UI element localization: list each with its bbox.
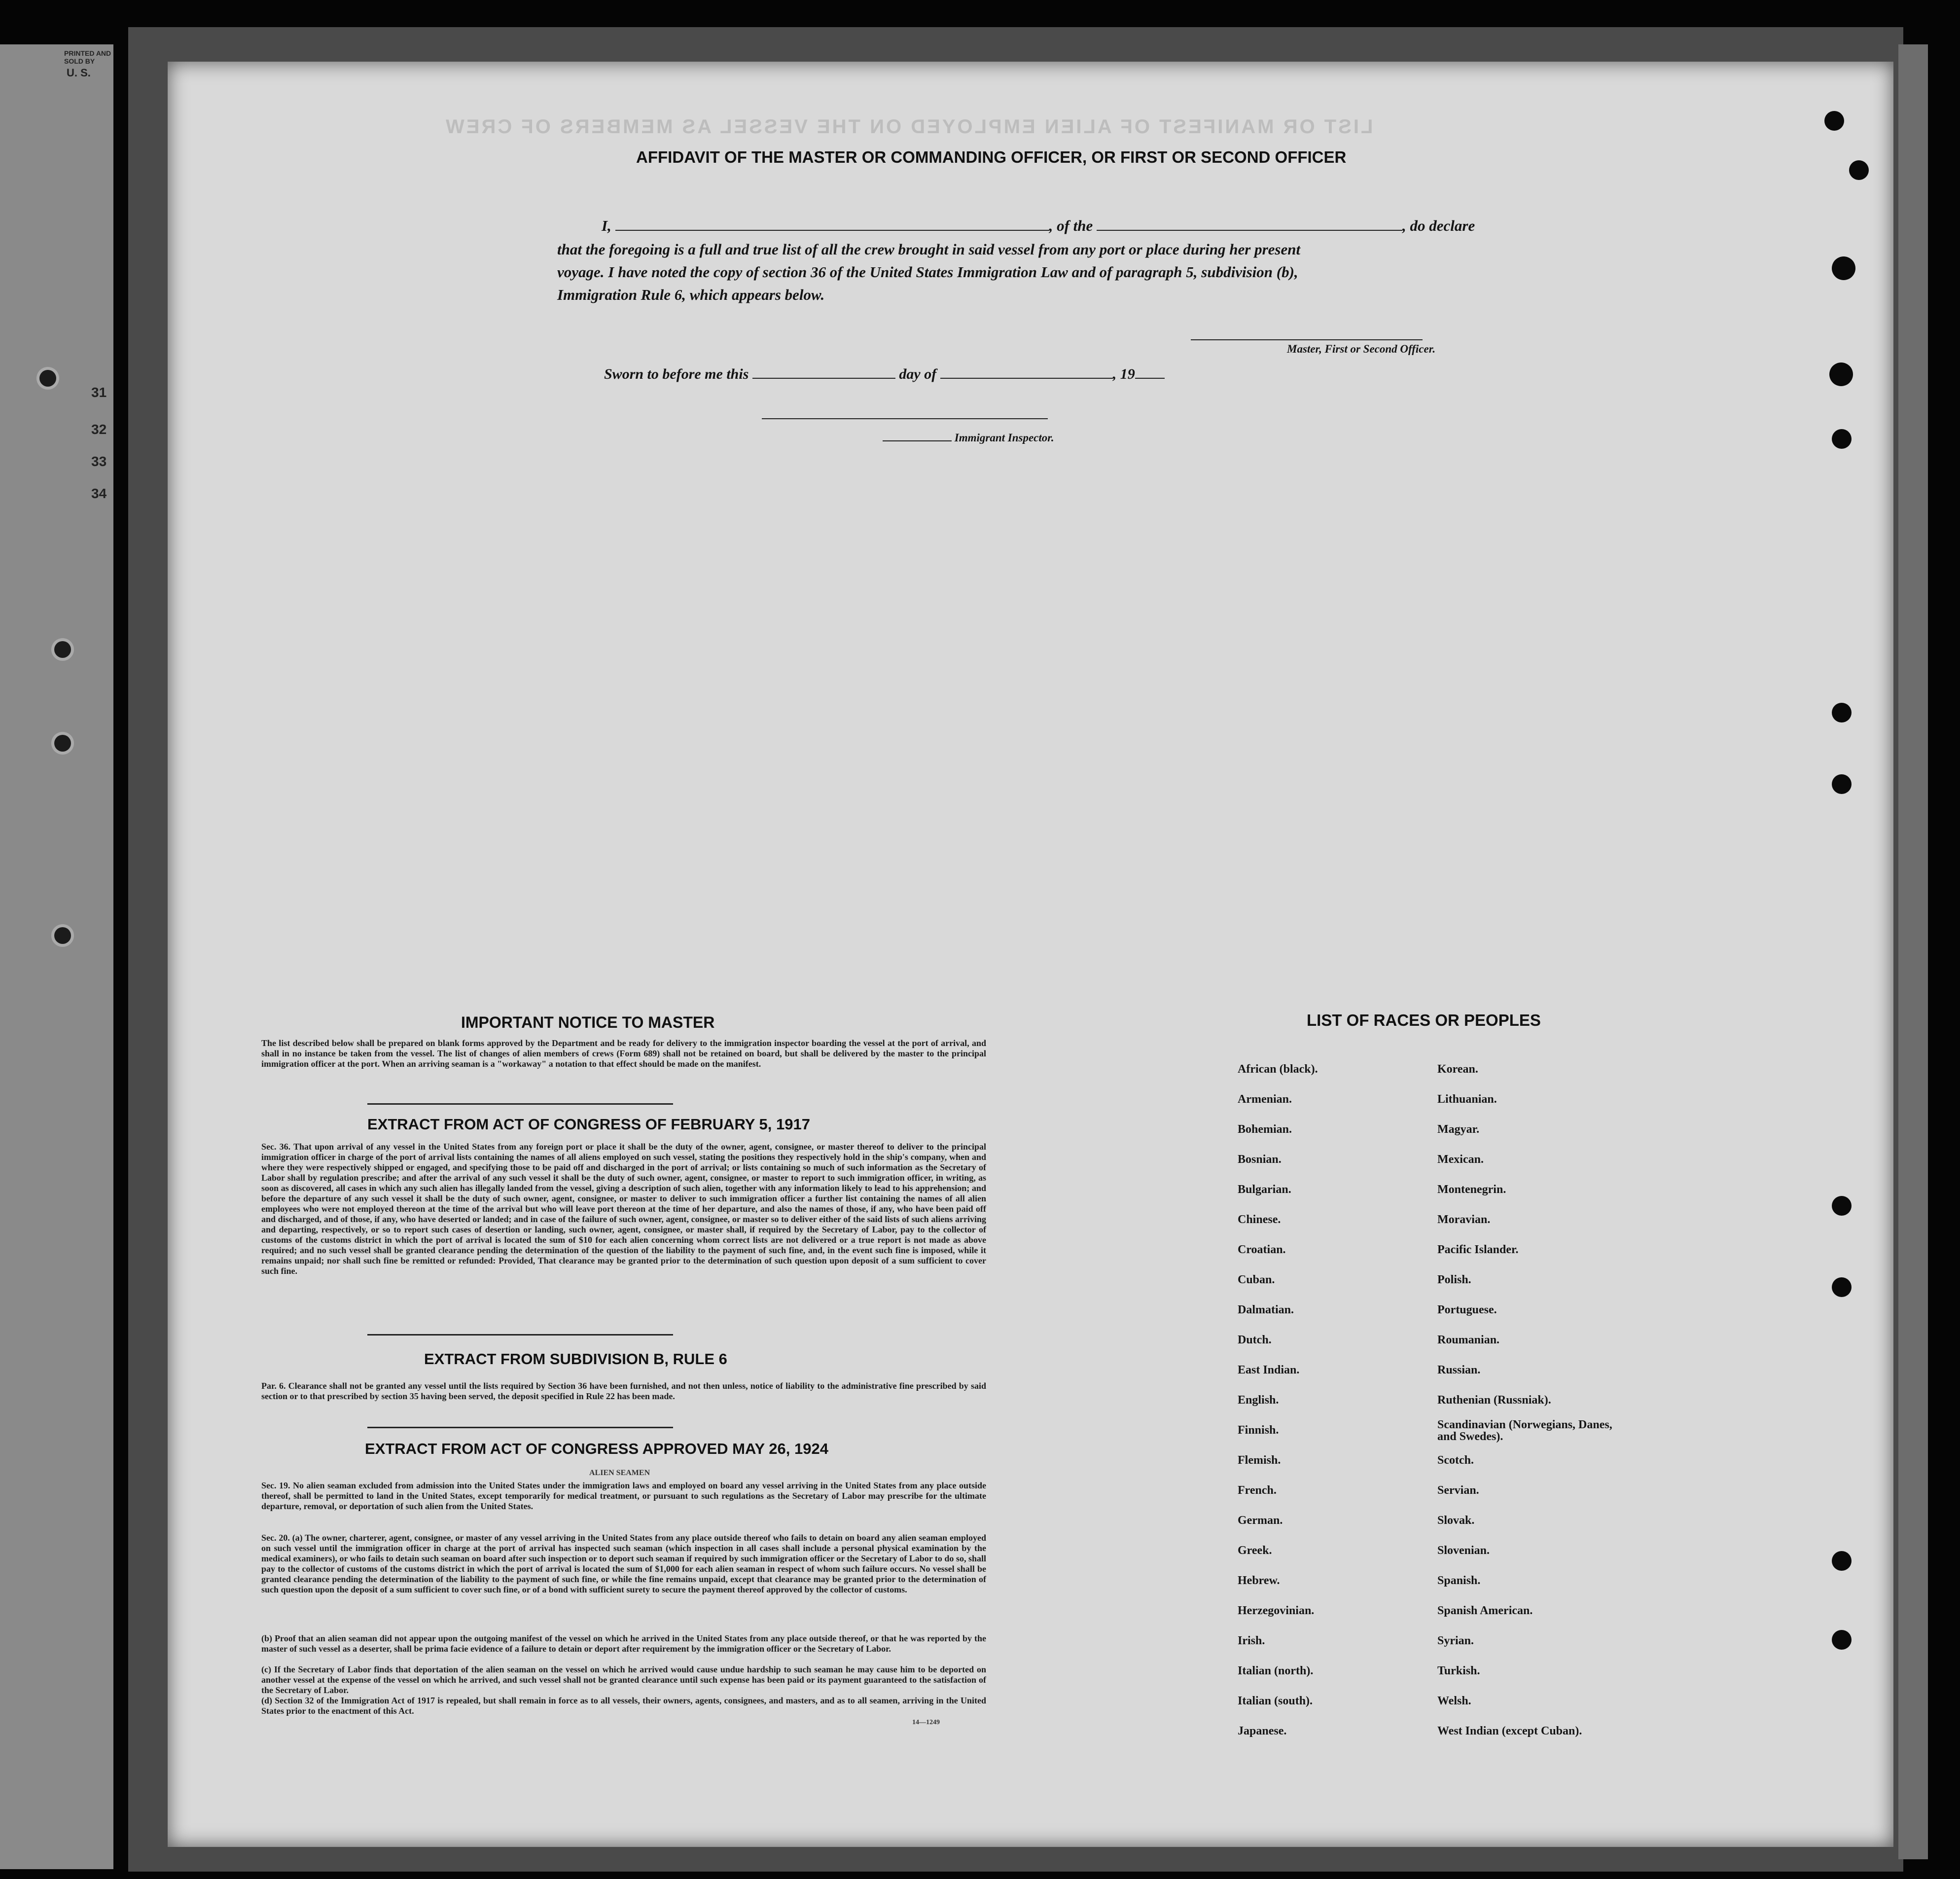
sworn-year-blank[interactable] (1135, 366, 1165, 379)
extract-rule6-body: Par. 6. Clearance shall not be granted any vessel until the lists required by Section 36 have been furnished, and not then unless, notice of liability to the administrative fine prescribed by said section or to that prescribed by section 35 having been served, the deposit specified in Rule 22 has been made. (261, 1381, 986, 1401)
section-divider (367, 1103, 673, 1105)
race-right: Servian. (1437, 1484, 1479, 1497)
race-right: Turkish. (1437, 1664, 1480, 1677)
section-divider (367, 1334, 673, 1336)
race-right: Slovak. (1437, 1514, 1475, 1527)
race-left: Flemish. (1238, 1454, 1281, 1467)
race-left: Dalmatian. (1238, 1303, 1294, 1316)
race-left: Bosnian. (1238, 1153, 1282, 1166)
punch-hole (1832, 1551, 1852, 1571)
race-right: West Indian (except Cuban). (1437, 1725, 1582, 1737)
race-left: English. (1238, 1394, 1279, 1407)
inspector-caption (883, 432, 1054, 444)
extract-1924-sec19: Sec. 19. No alien seaman excluded from admission into the United States under the immigration laws and employed on board any vessel arriving in the United States from any place outside thereof, shall be permitted to land in the United States, except temporarily for medical treatment, or pursuant to such regulations as the Secretary of Labor may prescribe for the ultimate departure, removal, or deportation of such alien from the United States. (261, 1481, 986, 1511)
race-left: Irish. (1238, 1634, 1265, 1647)
underlying-page-edge (1898, 44, 1928, 1859)
extract-1924-title: EXTRACT FROM ACT OF CONGRESS APPROVED MAY 26, 1924 (365, 1440, 828, 1457)
race-right: Portuguese. (1437, 1303, 1497, 1316)
punch-hole (54, 927, 71, 944)
race-right: Ruthenian (Russniak). (1437, 1394, 1551, 1407)
i-label: I, (602, 217, 611, 234)
section-divider (367, 1427, 673, 1428)
race-right: Polish. (1437, 1273, 1471, 1286)
punch-hole (1832, 1277, 1852, 1297)
affidavit-title: AFFIDAVIT OF THE MASTER OR COMMANDING OFFICER, OR FIRST OR SECOND OFFICER (636, 148, 1347, 166)
race-left: African (black). (1238, 1063, 1318, 1076)
extract-1917-title: EXTRACT FROM ACT OF CONGRESS OF FEBRUARY 5, 1917 (367, 1116, 810, 1133)
race-right: Russian. (1437, 1364, 1481, 1376)
punch-hole (1832, 703, 1852, 723)
race-right: Spanish American. (1437, 1604, 1533, 1617)
inspector-caption-text: Immigrant Inspector. (954, 432, 1054, 444)
race-left: Finnish. (1238, 1424, 1279, 1437)
race-left: Japanese. (1238, 1725, 1287, 1737)
punch-hole (1832, 1196, 1852, 1216)
underlying-page-strip (0, 44, 113, 1869)
name-blank[interactable] (615, 218, 1049, 231)
race-left: Italian (south). (1238, 1695, 1313, 1707)
inspector-blank (883, 434, 952, 441)
punch-hole (54, 735, 71, 752)
race-left: East Indian. (1238, 1364, 1300, 1376)
punch-hole (1832, 774, 1852, 794)
race-left: Italian (north). (1238, 1664, 1314, 1677)
officer-signature-line[interactable] (1191, 339, 1423, 340)
punch-hole (1832, 256, 1855, 280)
extract-rule6-title: EXTRACT FROM SUBDIVISION B, RULE 6 (424, 1350, 727, 1368)
punch-hole (54, 641, 71, 658)
race-right: Syrian. (1437, 1634, 1474, 1647)
day-of-label: day of (899, 366, 937, 382)
race-right: Scotch. (1437, 1454, 1474, 1467)
race-left: Armenian. (1238, 1093, 1292, 1106)
race-right: Moravian. (1437, 1213, 1491, 1226)
race-right: Slovenian. (1437, 1544, 1490, 1557)
row-number: 31 (91, 385, 107, 400)
of-the-label: , of the (1049, 217, 1093, 234)
form-number: 14—1249 (912, 1719, 940, 1726)
extract-1917-body: Sec. 36. That upon arrival of any vessel in the United States from any foreign port or place it shall be the duty of the owner, agent, consignee, or master thereof to deliver to the principal immigration officer in charge of the port of arrival lists containing the names of all aliens employed on such vessel, stating the positions they respectively hold in the ship's company, when and where they were respectively shipped or engaged, and specifying those to be paid off and discharged in the port of arrival; or lists containing so much of such information as the Secretary of Labor shall by regulation prescribe; and after the arrival of any such vessel it shall be the duty of such owner, agent, consignee, or master to report to such immigration officer, in writing, as soon as discovered, all cases in which any such alien has illegally landed from the vessel, giving a description of such alien, together with any information likely to lead to his apprehension; and before the departure of any such vessel it shall be the duty of such owner, agent, consignee, or master to deliver to such immigration officer a further list containing the names of all alien employees who were not employed thereon at the time of the arrival but who will leave port thereon at the time of her departure, and also the names of those, if any, who have been paid off and discharged, and of those, if any, who have deserted or landed; and in case of the failure of such owner, agent, consignee, or master so to deliver either of the said lists of such aliens arriving and departing, respectively, or so to report such cases of desertion or landing, such owner, agent, consignee, or master shall, if required by the Secretary of Labor, pay to the collector of customs of the customs district in which the port of arrival is located the sum of $10 for each alien concerning whom correct lists are not delivered or a true report is not made as above required; and no such vessel shall be granted clearance pending the determination of the question of the liability to the payment of such fine, and, in the event such fine is imposed, while it remains unpaid; nor shall such fine be remitted or refunded: Provided, That clearance may be granted prior to the determination of such question upon deposit of a sum sufficient to cover such fine. (261, 1142, 986, 1276)
race-right: Welsh. (1437, 1695, 1471, 1707)
punch-hole (1849, 160, 1869, 180)
race-right: Lithuanian. (1437, 1093, 1497, 1106)
printer-label: PRINTED AND SOLD BY (64, 49, 111, 65)
sworn-line (604, 366, 1165, 383)
sworn-label: Sworn to before me this (604, 366, 749, 382)
notice-title: IMPORTANT NOTICE TO MASTER (461, 1013, 715, 1031)
sworn-month-blank[interactable] (940, 366, 1113, 379)
race-left: German. (1238, 1514, 1283, 1527)
row-number: 34 (91, 486, 107, 501)
row-number: 33 (91, 454, 107, 469)
extract-1924-sec20c: (c) If the Secretary of Labor finds that deportation of the alien seaman on the vessel on which he arrived would cause undue hardship to such seaman he may cause him to be deported on another vessel at the expense of the vessel on which he arrived, and such vessel shall not be granted clearance until such expense has been paid or its payment guaranteed to the satisfaction of the Secretary of Labor. (261, 1664, 986, 1695)
declaration-line-4: Immigration Rule 6, which appears below. (557, 286, 825, 303)
race-left: Bohemian. (1238, 1123, 1292, 1136)
race-right: Pacific Islander. (1437, 1243, 1519, 1256)
race-right: Spanish. (1437, 1574, 1481, 1587)
race-right: Korean. (1437, 1063, 1478, 1076)
race-left: Chinese. (1238, 1213, 1281, 1226)
extract-1924-sec20a: Sec. 20. (a) The owner, charterer, agent, consignee, or master of any vessel arriving in the United States from any place outside thereof who fails to detain on board any alien seaman employed on such vessel until the immigration officer in charge at the port of arrival has inspected such seaman (which inspection in all cases shall include a personal physical examination by the medical examiners), or who fails to detain such seaman on board after such inspection or to deport such seaman if required by such immigration officer or the Secretary of Labor to do so, shall pay to the collector of customs of the customs district in which the port of arrival is located the sum of $1,000 for each alien seaman in respect of whom such failure occurs. No vessel shall be granted clearance pending the determination of the liability to the payment of such fine, or while the fine remains unpaid, except that clearance may be granted prior to the determination of such question upon the deposit of a sum sufficient to cover such fine, or of a bond with sufficient surety to secure the payment thereof approved by the collector of customs. (261, 1533, 986, 1594)
notice-body: The list described below shall be prepared on blank forms approved by the Department and be ready for delivery to the immigration inspector boarding the vessel at the port of arrival, and shall in no instance be taken from the vessel. The list of changes of alien members of crews (Form 689) shall not be retained on board, but shall be delivered by the master to the principal immigration officer at the port. When an arriving seaman is a "workaway" a notation to that effect should be made on the manifest. (261, 1038, 986, 1069)
declaration-line-1 (602, 217, 1475, 235)
race-right: Scandinavian (Norwegians, Danes, and Swedes). (1437, 1418, 1612, 1443)
race-left: Bulgarian. (1238, 1183, 1291, 1196)
race-right: Roumanian. (1437, 1334, 1500, 1346)
declaration-line-2: that the foregoing is a full and true list of all the crew brought in said vessel from any port or place during her present (557, 241, 1301, 258)
punch-hole (1829, 362, 1853, 386)
extract-1924-subtitle: ALIEN SEAMEN (589, 1469, 650, 1477)
row-number: 32 (91, 422, 107, 437)
race-left: Hebrew. (1238, 1574, 1280, 1587)
declaration-line-3: voyage. I have noted the copy of section 36 of the United States Immigration Law and of paragraph 5, subdivision (b), (557, 263, 1298, 281)
us-label: U. S. (67, 67, 91, 79)
race-left: Cuban. (1238, 1273, 1275, 1286)
race-right: Montenegrin. (1437, 1183, 1506, 1196)
year-label: , 19 (1112, 366, 1135, 382)
punch-hole (1824, 111, 1844, 131)
punch-hole (1832, 1630, 1852, 1650)
race-left: Greek. (1238, 1544, 1272, 1557)
races-title: LIST OF RACES OR PEOPLES (1307, 1011, 1541, 1029)
officer-signature-caption: Master, First or Second Officer. (1287, 343, 1436, 355)
race-right: Magyar. (1437, 1123, 1480, 1136)
punch-hole (1832, 429, 1852, 449)
race-left: Croatian. (1238, 1243, 1286, 1256)
race-left: French. (1238, 1484, 1277, 1497)
extract-1924-sec20d: (d) Section 32 of the Immigration Act of 1917 is repealed, but shall remain in force as to all vessels, their owners, agents, consignees, and masters, and as to all seamen, arriving in the United States prior to the enactment of this Act. (261, 1696, 986, 1716)
race-left: Herzegovinian. (1238, 1604, 1315, 1617)
do-declare-label: , do declare (1402, 217, 1475, 234)
inspector-signature-line[interactable] (762, 418, 1048, 419)
race-left: Dutch. (1238, 1334, 1272, 1346)
extract-1924-sec20b: (b) Proof that an alien seaman did not appear upon the outgoing manifest of the vessel on which he arrived in the United States from any place outside thereof, or that he was reported by the master of such vessel as a deserter, shall be prima facie evidence of a failure to detain or deport after requirement by the immigration officer or the Secretary of Labor. (261, 1633, 986, 1654)
vessel-blank[interactable] (1097, 218, 1402, 231)
race-right: Mexican. (1437, 1153, 1484, 1166)
bleed-through-header: LIST OR MANIFEST OF ALIEN EMPLOYED ON THE VESSEL AS MEMBERS OF CREW (444, 116, 1373, 138)
punch-hole (39, 370, 56, 387)
sworn-day-blank[interactable] (752, 366, 895, 379)
